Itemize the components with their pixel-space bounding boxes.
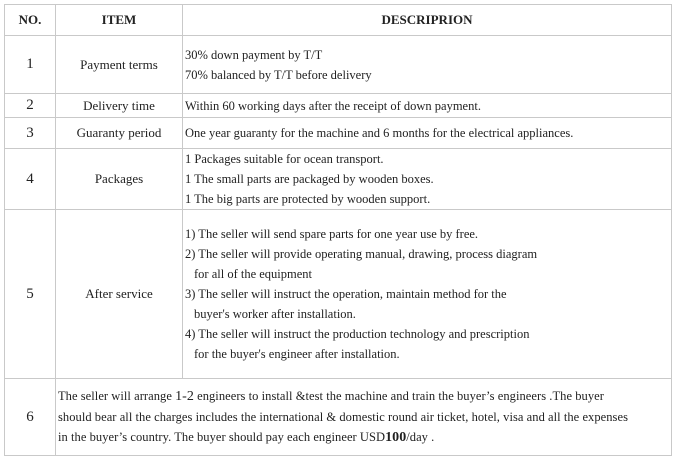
description-line: 30% down payment by T/T <box>185 47 323 62</box>
row-number: 6 <box>5 379 56 456</box>
row-item: Payment terms <box>56 36 183 94</box>
text-run: in the buyer’s country. The buyer should pay each engineer USD <box>58 430 386 444</box>
row-description <box>183 210 672 379</box>
description-line <box>58 427 669 448</box>
description-line: 1 Packages suitable for ocean transport. <box>185 152 384 166</box>
description-line: 1 The big parts are protected by wooden support. <box>185 192 431 206</box>
description-line: 70% balanced by T/T before delivery <box>185 67 372 82</box>
row-description <box>183 36 672 94</box>
merged-description <box>56 379 672 456</box>
description-line: 4) The seller will instruct the production technology and prescription <box>185 327 530 341</box>
text-run: 100 <box>385 430 407 445</box>
row-number: 5 <box>5 210 56 379</box>
row-item: After service <box>56 210 183 379</box>
table-row <box>5 210 672 379</box>
text-run: 1-2 <box>175 389 194 404</box>
description-line: Within 60 working days after the receipt of down payment. <box>185 98 481 113</box>
table-row <box>5 94 672 118</box>
row-item: Delivery time <box>56 94 183 118</box>
row-description <box>183 94 672 118</box>
table-row <box>5 149 672 210</box>
header-item: ITEM <box>56 5 183 36</box>
description-line: for all of the equipment <box>194 267 313 281</box>
row-description <box>183 118 672 149</box>
header-description: DESCRIPRION <box>183 5 672 36</box>
table-header-row <box>5 5 672 36</box>
header-no: NO. <box>5 5 56 36</box>
row-description <box>183 149 672 210</box>
row-number: 1 <box>5 36 56 94</box>
row-number: 2 <box>5 94 56 118</box>
row-number: 3 <box>5 118 56 149</box>
description-line: 1 The small parts are packaged by wooden boxes. <box>185 172 434 186</box>
row-item: Packages <box>56 149 183 210</box>
table-row <box>5 118 672 149</box>
text-run: engineers to install &test the machine and train the buyer’s engineers .The buyer <box>193 389 604 403</box>
description-line: 2) The seller will provide operating manual, drawing, process diagram <box>185 247 538 261</box>
description-line: for the buyer's engineer after installation. <box>194 347 400 361</box>
text-run: /day . <box>406 430 435 444</box>
text-run: The seller will arrange <box>58 389 176 403</box>
description-line: 3) The seller will instruct the operation, maintain method for the <box>185 287 507 301</box>
description-line: One year guaranty for the machine and 6 months for the electrical appliances. <box>185 126 574 140</box>
row-number: 4 <box>5 149 56 210</box>
table-row <box>5 379 672 456</box>
description-line: 1) The seller will send spare parts for one year use by free. <box>185 227 479 241</box>
description-line <box>58 386 669 407</box>
description-line: buyer's worker after installation. <box>194 307 356 321</box>
table-row <box>5 36 672 94</box>
terms-table <box>4 4 672 456</box>
description-line: should bear all the charges includes the international & domestic round air ticket, hotel, visa and all the expenses <box>58 410 628 424</box>
row-item: Guaranty period <box>56 118 183 149</box>
